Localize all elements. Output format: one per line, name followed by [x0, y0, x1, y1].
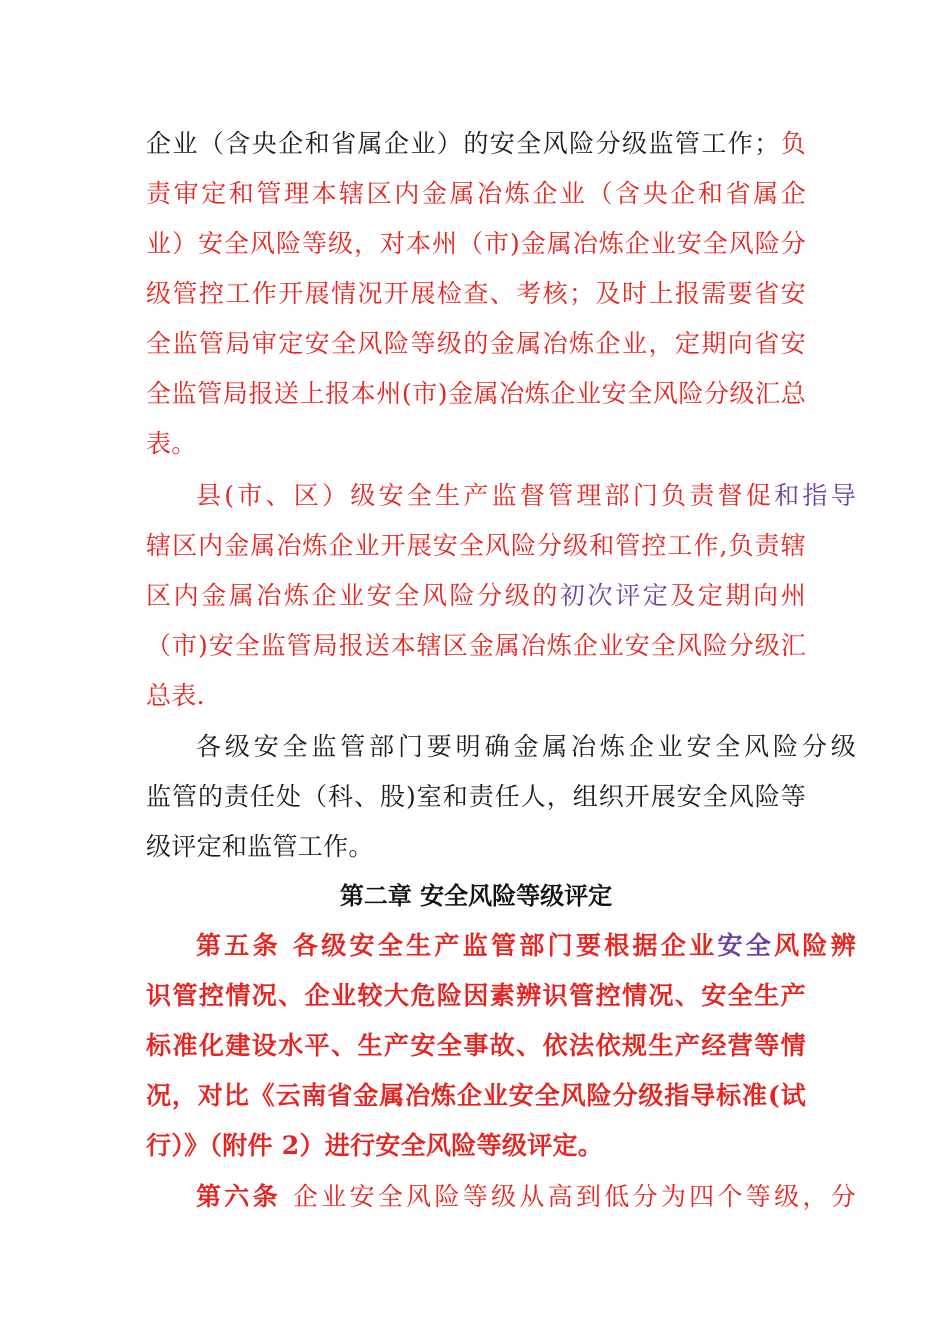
paragraph-2-line-3-red-text-a: 区内金属冶炼企业安全风险分级的 [146, 581, 560, 610]
chapter-heading: 第二章 安全风险等级评定 [339, 882, 613, 910]
paragraph-1-line-1 [146, 124, 806, 164]
article-5-line-1-red-text-b: 风险辨 [774, 931, 857, 960]
article-5-line-5: 行）》（附件 2）进行安全风险等级评定。 [146, 1131, 604, 1160]
paragraph-1-line-7: 表。 [146, 429, 197, 458]
article-5-line-2: 识管控情况、企业较大危险因素辨识管控情况、安全生产 [146, 981, 806, 1010]
paragraph-1-line-1-black-text: 企业（含央企和省属企业）的安全风险分级监管工作； [146, 129, 780, 158]
paragraph-1-line-2: 责审定和管理本辖区内金属冶炼企业（含央企和省属企 [146, 179, 806, 208]
paragraph-3-line-2: 监管的责任处（科、股)室和责任人，组织开展安全风险等 [146, 782, 806, 811]
paragraph-1-line-4: 级管控工作开展情况开展检查、考核；及时上报需要省安 [146, 279, 806, 308]
article-6-line-1-text: 企业安全风险等级从高到低分为四个等级，分 [292, 1182, 856, 1211]
article-5-line-4: 况，对比《云南省金属冶炼企业安全风险分级指导标准(试 [146, 1081, 806, 1110]
paragraph-2-line-3-purple-text: 初次评定 [559, 581, 671, 610]
paragraph-2-line-3-red-text-b: 及定期向州 [670, 581, 806, 610]
article-6-label: 第六条 [196, 1182, 293, 1211]
article-5-line-3: 标准化建设水平、生产安全事故、依法依规生产经营等情 [146, 1031, 806, 1060]
paragraph-2-line-1 [196, 476, 856, 516]
article-6-line-1 [196, 1177, 856, 1217]
paragraph-2-line-2: 辖区内金属冶炼企业开展安全风险分级和管控工作,负责辖 [146, 531, 806, 560]
paragraph-2-line-1-red-text: 县(市、区）级安全生产监督管理部门负责督促 [196, 481, 775, 510]
paragraph-1-line-5: 全监管局审定安全风险等级的金属冶炼企业，定期向省安 [146, 329, 806, 358]
article-5-line-1-purple-text: 安全 [717, 931, 775, 960]
paragraph-2-line-1-purple-text: 和指导 [774, 481, 856, 510]
paragraph-3-line-3: 级评定和监管工作。 [146, 832, 374, 861]
article-5-line-1 [196, 926, 856, 966]
paragraph-1-line-3: 业）安全风险等级，对本州（市)金属冶炼企业安全风险分 [146, 229, 806, 258]
paragraph-1-line-1-red-text: 负 [779, 129, 806, 158]
paragraph-1-line-6: 全监管局报送上报本州(市)金属冶炼企业安全风险分级汇总 [146, 379, 806, 408]
paragraph-2-line-5: 总表. [146, 681, 205, 710]
paragraph-2-line-4: （市)安全监管局报送本辖区金属冶炼企业安全风险分级汇 [146, 631, 806, 660]
article-5-line-1-red-text-a: 第五条 各级安全生产监管部门要根据企业 [196, 931, 718, 960]
paragraph-3-line-1: 各级安全监管部门要明确金属冶炼企业安全风险分级 [196, 732, 856, 761]
paragraph-2-line-3 [146, 576, 806, 616]
